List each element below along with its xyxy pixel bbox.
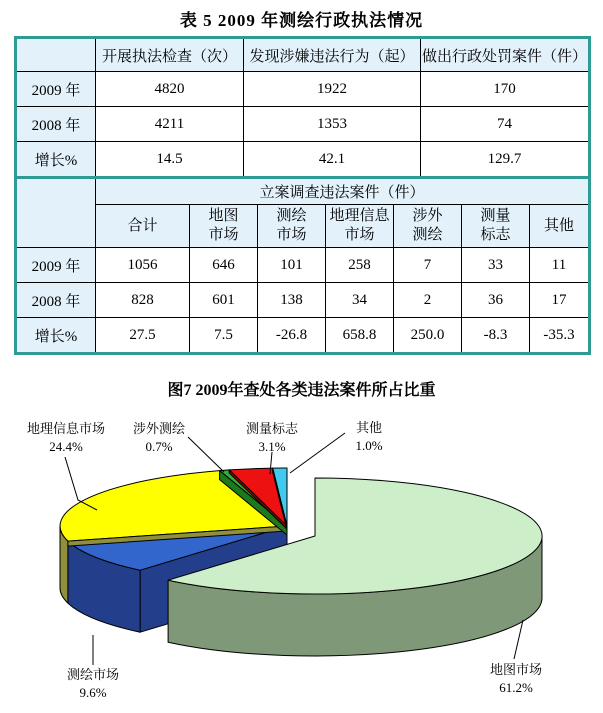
pie-label-other [337, 419, 401, 455]
column-header: 做出行政处罚案件（件） [421, 38, 590, 72]
pie-slice-top-2 [60, 471, 287, 541]
pie-slice-top-4 [229, 468, 287, 526]
table-cell: 7 [394, 248, 462, 283]
table-cell: -8.3 [462, 318, 530, 354]
pie-slice-cut-wall-2 [68, 526, 287, 546]
table-cell: 1056 [96, 248, 190, 283]
pie-label-foreign-survey [117, 420, 201, 456]
column-header: 发现涉嫌违法行为（起） [244, 38, 421, 72]
corner-cell [16, 178, 96, 248]
pie-label-name: 测量标志 [245, 421, 298, 436]
table-cell: 7.5 [190, 318, 258, 354]
row-header: 2009 年 [16, 72, 96, 107]
table-row [16, 142, 590, 178]
table-cell: 250.0 [394, 318, 462, 354]
table-cell: 658.8 [326, 318, 394, 354]
pie-slice-top-1 [68, 526, 287, 570]
pie-label-name: 地图市场 [489, 662, 542, 677]
table-row [16, 318, 590, 354]
table-cell: 4211 [96, 107, 244, 142]
table-cell: 138 [258, 283, 326, 318]
column-header: 开展执法检查（次） [96, 38, 244, 72]
table-row [16, 283, 590, 318]
table-cell: 34 [326, 283, 394, 318]
pie-slice-rim-wall-0 [168, 536, 542, 656]
table-cell: 2 [394, 283, 462, 318]
pie-slice-top-5 [273, 468, 287, 526]
table-cell: 74 [421, 107, 590, 142]
row-header: 2009 年 [16, 248, 96, 283]
table-cell: 36 [462, 283, 530, 318]
row-header: 增长% [16, 142, 96, 178]
corner-cell [16, 38, 96, 72]
pie-label-name: 测绘市场 [66, 667, 119, 682]
pie-label-survey-marker [230, 420, 314, 456]
pie-slice-rim-wall-1 [68, 541, 140, 632]
pie-label-pct: 24.4% [49, 439, 83, 454]
pie-label-map-market [473, 661, 559, 697]
pie-label-pct: 1.0% [355, 438, 383, 453]
table-cell: 4820 [96, 72, 244, 107]
pie-label-name: 其他 [355, 420, 382, 435]
table-cell: 101 [258, 248, 326, 283]
pie-slice-cut-wall-3 [220, 471, 287, 535]
column-header: 测量 标志 [462, 205, 530, 248]
table-cell: 170 [421, 72, 590, 107]
column-header: 测绘 市场 [258, 205, 326, 248]
pie-slice-top-3 [220, 470, 287, 526]
table-cell: 33 [462, 248, 530, 283]
pie-slice-top-0 [168, 478, 542, 594]
table-cell: 17 [530, 283, 590, 318]
table-cell: 601 [190, 283, 258, 318]
column-header: 其他 [530, 205, 590, 248]
pie-slice-cut-wall-4 [229, 470, 287, 529]
pie-slice-cut-wall-1 [140, 526, 287, 632]
column-header: 合计 [96, 205, 190, 248]
pie-label-name: 地理信息市场 [26, 421, 105, 436]
row-header: 2008 年 [16, 107, 96, 142]
table-row [16, 248, 590, 283]
table-cell: -35.3 [530, 318, 590, 354]
table-cell: 828 [96, 283, 190, 318]
column-header: 地理信息 市场 [326, 205, 394, 248]
pie-leader-line [65, 457, 97, 510]
group-header: 立案调查违法案件（件） [96, 178, 590, 205]
table-cell: 1353 [244, 107, 421, 142]
table-cell: 258 [326, 248, 394, 283]
table-row [16, 107, 590, 142]
pie-slice-rim-wall-2 [60, 526, 68, 603]
pie-leader-line [514, 620, 523, 659]
table-title: 表 5 2009 年测绘行政执法情况 [179, 11, 424, 30]
enforcement-table-top [14, 36, 591, 179]
table-cell: -26.8 [258, 318, 326, 354]
pie-label-name: 涉外测绘 [132, 421, 185, 436]
table-cell: 27.5 [96, 318, 190, 354]
group-header-row [16, 178, 590, 205]
figure-title: 图7 2009年查处各类违法案件所占比重 [167, 382, 436, 399]
pie-label-pct: 0.7% [145, 439, 173, 454]
table-cell: 646 [190, 248, 258, 283]
column-header: 涉外 测绘 [394, 205, 462, 248]
subheader-row [16, 205, 590, 248]
pie-label-geoinfo-market [13, 420, 119, 456]
table-cell: 1922 [244, 72, 421, 107]
table-row [16, 72, 590, 107]
row-header: 增长% [16, 318, 96, 354]
table-cell: 42.1 [244, 142, 421, 178]
enforcement-table-bottom [14, 176, 591, 355]
pie-label-pct: 61.2% [499, 680, 533, 695]
table-header-row [16, 38, 590, 72]
table-cell: 11 [530, 248, 590, 283]
pie-label-pct: 3.1% [258, 439, 286, 454]
pie-label-surveying-market [51, 666, 135, 702]
pie-slice-cut-wall-5 [273, 468, 287, 530]
table-cell: 14.5 [96, 142, 244, 178]
column-header: 地图 市场 [190, 205, 258, 248]
pie-label-pct: 9.6% [79, 685, 107, 700]
row-header: 2008 年 [16, 283, 96, 318]
table-cell: 129.7 [421, 142, 590, 178]
